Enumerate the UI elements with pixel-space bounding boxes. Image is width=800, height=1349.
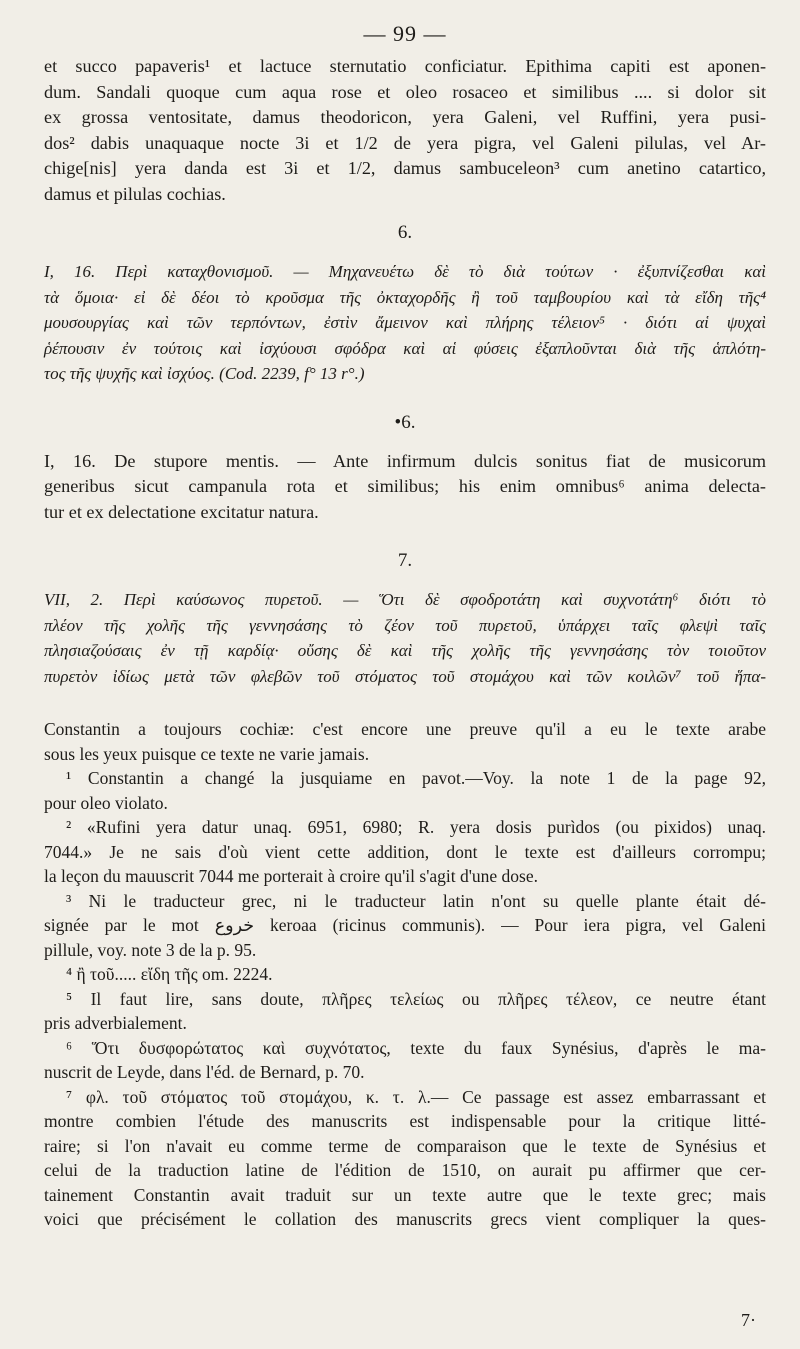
text-line: damus et pilulas cochias.	[44, 183, 226, 204]
text-line: πλέον τῆς χολῆς τῆς γεννησάσης τὸ ζέον τοῦ πυρετοῦ, ὑπάρχει ταῖς φλεψὶ ταῖς	[44, 615, 766, 635]
text-line: ⁷ φλ. τοῦ στόματος τοῦ στομάχου, κ. τ. λ.— Ce passage est assez embarrassant et	[66, 1086, 766, 1107]
footnote-3	[44, 889, 766, 963]
footnote-7	[44, 1085, 766, 1232]
footnote-6	[44, 1036, 766, 1085]
document-page	[44, 14, 766, 1232]
text-line: dum. Sandali quoque cum aqua rose et oleo rosaceo et similibus .... si dolor sit	[44, 81, 766, 102]
text-line: pris adverbialement.	[44, 1013, 187, 1033]
footnote-1	[44, 766, 766, 815]
text-line: ex grossa ventositate, damus theodoricon, yera Galeni, vel Ruffini, yera pusi-	[44, 107, 766, 127]
text-line: ¹ Constantin a changé la jusquiame en pavot.—Voy. la note 1 de la page 92,	[66, 768, 766, 788]
text-line: dos² dabis unaquaque nocte 3i et 1/2 de yera pigra, vel Galeni pilulas, vel Ar-	[44, 132, 766, 153]
text-line: raire; si l'on n'avait eu comme terme de comparaison que le texte de Synésius et	[44, 1135, 766, 1156]
text-line: chige[nis] yera danda est 3i et 1/2, damus sambuceleon³ cum anetino catartico,	[44, 158, 766, 178]
footnote-5	[44, 987, 766, 1036]
text-line: ⁵ Il faut lire, sans doute, πλῆρες τελείως ou πλῆρες τέλεον, ce neutre étant	[66, 988, 766, 1009]
text-line: 7044.» Je ne sais d'où vient cette addition, dont le texte est d'ailleurs corrompu;	[44, 841, 766, 862]
text-line: voici que précisément le collation des manuscrits grecs vient compliquer la ques-	[44, 1209, 766, 1229]
footnote-intro	[44, 717, 766, 766]
text-line: pillule, voy. note 3 de la p. 95.	[44, 939, 257, 960]
text-line: ⁶ Ὅτι δυσφορώτατος καὶ συχνότατος, texte du faux Synésius, d'après le ma-	[66, 1037, 766, 1058]
signature-mark: 7·	[741, 1310, 756, 1330]
text-line: τὰ ὅμοια· εἰ δὲ δέοι τὸ κροῦσμα τῆς ὀκταχορδῆς ἢ τοῦ ταμβουρίου καὶ τὰ εἴδη τῆς⁴	[44, 287, 766, 307]
text-line: pour oleo violato.	[44, 792, 168, 813]
section-number: 6.	[397, 222, 413, 243]
text-line: ² «Rufini yera datur unaq. 6951, 6980; R. yera dosis purìdos (ou pixidos) unaq.	[66, 817, 766, 837]
text-line: τος τῆς ψυχῆς καὶ ἰσχύος. (Cod. 2239, f° 13 r°.)	[44, 364, 365, 383]
text-line: nuscrit de Leyde, dans l'éd. de Bernard, p. 70.	[44, 1062, 365, 1082]
footnote-4	[44, 962, 766, 987]
text-line: la leçon du mauuscrit 7044 me porterait à croire qu'il s'agit d'une dose.	[44, 866, 538, 886]
text-line: I, 16. Περὶ καταχθονισμοῦ. — Μηχανευέτω δὲ τὸ διὰ τούτων · ἐξυπνίζεσθαι καὶ	[44, 262, 766, 281]
section-number: •6.	[394, 411, 416, 433]
text-line: generibus sicut campanula rota et similibus; his enim omnibus⁶ anima delecta-	[44, 476, 766, 496]
text-line: VII, 2. Περὶ καύσωνος πυρετοῦ. — Ὅτι δὲ σφοδροτάτη καὶ συχνοτάτη⁶ διότι τὸ	[44, 590, 766, 609]
latin-paragraph-2	[44, 449, 766, 526]
text-line: ³ Ni le traducteur grec, ni le traducteur latin n'ont su quelle plante était dé-	[66, 890, 766, 911]
text-line: πλησιαζούσαις ἐν τῇ καρδίᾳ· οὔσης δὲ καὶ τῆς χολῆς τῆς γεννησάσης τὸν τοιοῦτον	[44, 641, 766, 660]
text-line: et succo papaveris¹ et lactuce sternutatio conficiatur. Epithima capiti est aponen-	[44, 56, 766, 76]
section-number: 7.	[397, 550, 413, 571]
text-line: πυρετὸν ἰδίως μετὰ τῶν φλεβῶν τοῦ στόματος τοῦ στομάχου καὶ τῶν κοιλῶν⁷ τοῦ ἥπα-	[44, 666, 766, 686]
text-line: ⁴ ἢ τοῦ..... εἴδη τῆς om. 2224.	[66, 964, 273, 984]
text-line: signée par le mot خروع keroaa (ricinus communis). — Pour iera pigra, vel Galeni	[44, 915, 766, 935]
text-line: I, 16. De stupore mentis. — Ante infirmum dulcis sonitus fiat de musicorum	[44, 450, 766, 471]
page-number: — 99 —	[363, 21, 447, 46]
latin-paragraph-1	[44, 54, 766, 207]
text-line: sous les yeux puisque ce texte ne varie jamais.	[44, 743, 370, 764]
text-line: Constantin a toujours cochiæ: c'est encore une preuve qu'il a eu le texte arabe	[44, 719, 766, 739]
greek-paragraph-1	[44, 259, 766, 387]
text-line: tur et ex delectatione excitatur natura.	[44, 501, 319, 522]
greek-paragraph-2	[44, 587, 766, 689]
text-line: μουσουργίας καὶ τῶν τερπόντων, ἐστὶν ἄμεινον καὶ πλήρης τέλειον⁵ · διότι αἱ ψυχαὶ	[44, 313, 766, 332]
text-line: ῥέπουσιν ἐν τούτοις καὶ ἰσχύουσι σφόδρα καὶ αἱ φύσεις ἐξαπλοῦνται διὰ τῆς ἁπλότη-	[44, 338, 766, 358]
text-line: tainement Constantin avait traduit sur un texte autre que le texte grec; mais	[44, 1184, 766, 1205]
footnote-2	[44, 815, 766, 889]
text-line: montre combien l'étude des manuscrits est indispensable pour la critique litté-	[44, 1111, 766, 1131]
text-line: celui de la traduction latine de l'édition de 1510, on aurait pu affirmer que cer-	[44, 1160, 766, 1180]
